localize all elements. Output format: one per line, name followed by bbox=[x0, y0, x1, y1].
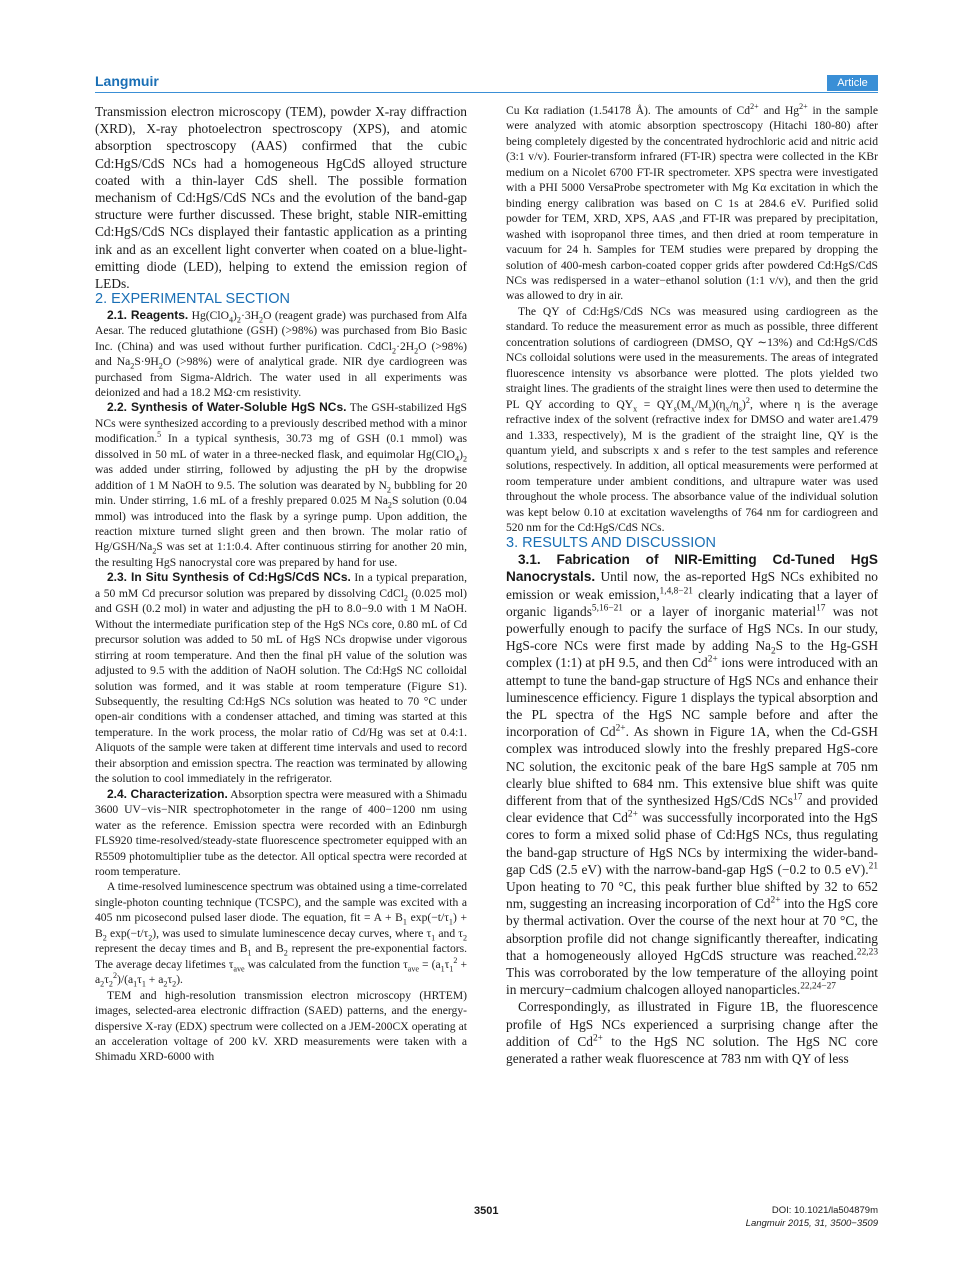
paragraph-quantum-yield: The QY of Cd:HgS/CdS NCs was measured using cardiogreen as the standard. To reduce the measurement error as much as possible, three different concentration solutions of cardiogreen (DMSO, QY ∼13%) and Cd:HgS/CdS NCs colloidal solutions were used in the measurements. The areas of integrated fluorescence intensity vs absorbance were plotted. The plots yielded two straight lines. The gradients of the straight lines were then used to determine the PL QY according to $QY_x = QY_s(M_x/M_s)(\eta_x/\eta_s)^2$, where η is the average refractive index of the solvent (refractive index for DMSO and water are1.479 and 1.333, respectively), M is the gradient of the straight line, QY is the quantum yield, and subscripts x and s refer to the test samples and reference solutions, respectively. In addition, all optical measurements were performed at room temperature under ambient conditions, and ultrapure water was used throughout the whole process. The absorbance value of the individual solution was kept below 0.10 at excitation wavelengths of 764 nm for cardiogreen and 520 nm for the Cd:HgS/CdS NCs. bbox=[506, 304, 878, 535]
section-heading-results: 3. RESULTS AND DISCUSSION bbox=[506, 534, 717, 551]
article-type-badge: Article bbox=[827, 75, 878, 91]
paragraph-characterization-cont: Cu Kα radiation (1.54178 Å). The amounts of $Cd^{2+}$ and $Hg^{2+}$ in the sample were analyzed with atomic absorption spectroscopy (Hitachi 180-80) after being completely digested by the concentrated hydrochloric acid and nitric acid (3:1 v/v). Fourier-transform infrared (FT-IR) spectra were collected in the KBr medium on a Nicolet 6700 FT-IR spectrometer. XPS spectra were investigated with a PHI 5000 VersaProbe spectrometer with Mg Kα excitation in which the binding energy calibration was based on C 1s at 284.6 eV. Purified solid powder for TEM, XRD, XPS, AAS ,and FT-IR was prepared by precipitation, washed with isopropanol three times, and then dried at room temperature in vacuum for 24 h. Samples for TEM studies were prepared by dropping the solution of 400-mesh carbon-coated copper grids after powdered Cd:HgS/CdS NCs was redispersed in a water−ethanol solution (1:1 v/v), and then the grid was allowed to dry in air. bbox=[506, 102, 878, 303]
left-column bbox=[95, 103, 467, 1065]
page-number: 3501 bbox=[474, 1205, 499, 1217]
paragraph-characterization: 2.4. Characterization. Absorption spectra were measured with a Shimadu 3600 UV−vis−NIR spectrophotometer in the range of 400−1200 nm using water as the reference. Emission spectra were recorded with an Edinburgh FLS920 time-resolved/steady-state fluorescence spectrometer equipped with an R5509 photomultiplier tube as the detector. All optical spectra were recorded at room temperature. bbox=[95, 786, 467, 878]
paragraph-tem: TEM and high-resolution transmission electron microscopy (HRTEM) images, selected-area electronic diffraction (SAED) patterns, and the energy-dispersive X-ray (EDX) spectrum were collected on a JEM-200CX operating at an acceleration voltage of 200 kV. XRD measurements were taken with a Shimadu XRD-6000 with bbox=[95, 988, 467, 1064]
subheading-fabrication: 3.1. Fabrication of NIR-Emitting Cd-Tuned HgS Nanocrystals. bbox=[506, 552, 878, 585]
paragraph-in-situ-synthesis: 2.3. In Situ Synthesis of Cd:HgS/CdS NCs. In a typical preparation, a 50 mM Cd precursor solution was prepared by dissolving CdCl$_2$ (0.025 mol) and GSH (0.2 mol) in water and adjusting the pH to 8.0−9.0 with 1 M NaOH. Without the intermediate purification step of the HgS NCs core, 0.80 mL of Cd precursor solution was added to 50 mL of HgS NCs dropwise under vigorous stirring at room temperature. And then the final pH value of the solution was adjusted to 9.5 with the addition of NaOH solution. The Cd:HgS NC colloidal solution was formed, and it was stable at room temperature (Figure S1). Subsequently, the resulting Cd:HgS NCs solution was heated to 70 °C under open-air conditions with a condenser attached, and timing was started at this temperature. In the work process, the molar ratio of Cd/Hg was set at 0.4:1. Aliquots of the sample were taken at different time intervals and used to record their absorption and emission spectra. The reaction was terminated by allowing the solution to cool immediately in the refrigerator. bbox=[95, 570, 467, 786]
doi: DOI: 10.1021/la504879m bbox=[771, 1205, 878, 1216]
paragraph-reagents: 2.1. Reagents. $Hg(ClO_4)_2\cdot 3H_2O$ (reagent grade) was purchased from Alfa Aesar. The reduced glutathione (GSH) (>98%) was purchased from Bio Basic Inc. (China) and was used without further purification. $CdCl_2\cdot 2H_2O$ (>98%) and $Na_2S\cdot 9H_2O$ (>98%) were of analytical grade. NIR dye cardiogreen was purchased from Sigma-Aldrich. The water used in all experiments was deionized and had a 18.2 MΩ·cm resistivity. bbox=[95, 307, 467, 399]
subheading-in-situ-synthesis: 2.3. In Situ Synthesis of Cd:HgS/CdS NCs. bbox=[107, 570, 351, 585]
subheading-hgs-synthesis: 2.2. Synthesis of Water-Soluble HgS NCs. bbox=[107, 400, 347, 415]
paragraph-hgs-synthesis: 2.2. Synthesis of Water-Soluble HgS NCs. The GSH-stabilized HgS NCs were synthesized according to a previously described method with a minor modification.$^5$ In a typical synthesis, 30.73 mg of GSH (0.1 mmol) was dissolved in 50 mL of water in a three-necked flask, and equimolar $Hg(ClO_4)_2$ was added under stirring, followed by adjusting the pH by the dropwise addition of 1 M NaOH to 9.5. The solution was dearated by $N_2$ bubbling for 20 min. Under stirring, 1.6 mL of a freshly prepared 0.025 M $Na_2S$ solution (0.04 mmol) was introduced into the flask by a syringe pump. Upon addition, the reaction mixture turned slight green and then brown. The molar ratio of $Hg/GSH/Na_2S$ was set at 1:1:0.4. After continuous stirring for another 20 min, the resulting HgS nanocrystal core was prepared by hand for use. bbox=[95, 400, 468, 569]
section-heading-experimental: 2. EXPERIMENTAL SECTION bbox=[95, 291, 290, 308]
header-divider bbox=[95, 92, 878, 93]
right-column bbox=[506, 103, 878, 1067]
subheading-reagents: 2.1. Reagents. bbox=[107, 307, 189, 322]
subheading-characterization: 2.4. Characterization. bbox=[107, 786, 228, 801]
citation: Langmuir 2015, 31, 3500−3509 bbox=[745, 1218, 878, 1229]
paragraph-fabrication: 3.1. Fabrication of NIR-Emitting Cd-Tuned HgS Nanocrystals. Until now, the as-reported HgS NCs exhibited no emission or weak emission,$^{1,4,8-21}$ clearly indicating that a layer of organic ligands$^{5,16-21}$ or a layer of inorganic material$^{17}$ was not powerfully enough to pacify the surface of HgS NCs. In our study, HgS-core NCs were first made by adding $Na_2S$ to the Hg-GSH complex (1:1) at pH 9.5, and then $Cd^{2+}$ ions were introduced with an attempt to tune the band-gap structure of HgS NCs and enhance their luminescence efficiency. Figure 1 displays the typical absorption and the PL spectra of the HgS NC sample before and after the incorporation of $Cd^{2+}$. As shown in Figure 1A, when the Cd-GSH complex was introduced slowly into the freshly prepared HgS-core NC solution, the excitonic peak of the bare HgS sample at 705 nm clearly blue shifted to 684 nm. This extensive blue shift was quite different from that of the synthesized HgS/CdS NCs$^{17}$ and provided clear evidence that $Cd^{2+}$ was successfully incorporated into the HgS cores to form a mixed solid phase of Cd:HgS NCs, thus regulating the band-gap structure of HgS NCs by intermixing the wider-band-gap CdS (2.5 eV) with the narrow-band-gap HgS (−0.2 to 0.5 eV).$^{21}$ Upon heating to 70 °C, this peak further blue shifted by 32 to 652 nm, suggesting an increasing incorporation of $Cd^{2+}$ into the HgS core by thermal activation. Over the course of the next hour at 70 °C, the absorption profile did not change significantly thereafter, indicating that a homogeneously alloyed HgCdS structure was reached.$^{22,23}$ This was corroborated by the low temperature of the alloying point in mercury−cadmium chalcogen alloyed nanoparticles.$^{22,24-27}$ bbox=[506, 552, 878, 998]
intro-paragraph: Transmission electron microscopy (TEM), powder X-ray diffraction (XRD), X-ray photoelectron spectroscopy (XPS), and atomic absorption spectroscopy (AAS) confirmed that the cubic Cd:HgS/CdS NCs had a homogeneous HgCdS alloyed structure coated with a thin-layer CdS shell. The possible formation mechanism of Cd:HgS/CdS NCs and the evolution of the band-gap structure were further discussed. These bright, stable NIR-emitting Cd:HgS/CdS NCs displayed their fantastic application as a printing ink and as an excellent light converter when coated on a blue-light-emitting diode (LED), helping to extend the emission region of LEDs. bbox=[95, 104, 467, 292]
journal-name: Langmuir bbox=[95, 73, 159, 89]
paragraph-figure-1b: Correspondingly, as illustrated in Figure 1B, the fluorescence profile of HgS NCs experienced a surprising change after the addition of $Cd^{2+}$ to the HgS NC solution. The HgS NC core generated a rather weak fluorescence at 783 nm with QY of less bbox=[506, 999, 878, 1067]
paragraph-time-resolved: A time-resolved luminescence spectrum was obtained using a time-correlated single-photon counting technique (TCSPC), and the sample was excited with a 405 nm picosecond pulsed laser diode. The equation, fit = $A + B_1$ $\exp(-t/\tau_1) + B_2$ $\exp(-t/\tau_2)$, was used to simulate luminescence decay curves, where $\tau_1$ and $\tau_2$ represent the decay times and $B_1$ and $B_2$ represent the pre-exponential factors. The average decay lifetimes $\tau_{ave}$ was calculated from the function $\tau_{ave} = (a_1\tau_1^2 + a_2\tau_2^2)/(a_1\tau_1 + a_2\tau_2)$. bbox=[95, 880, 468, 989]
